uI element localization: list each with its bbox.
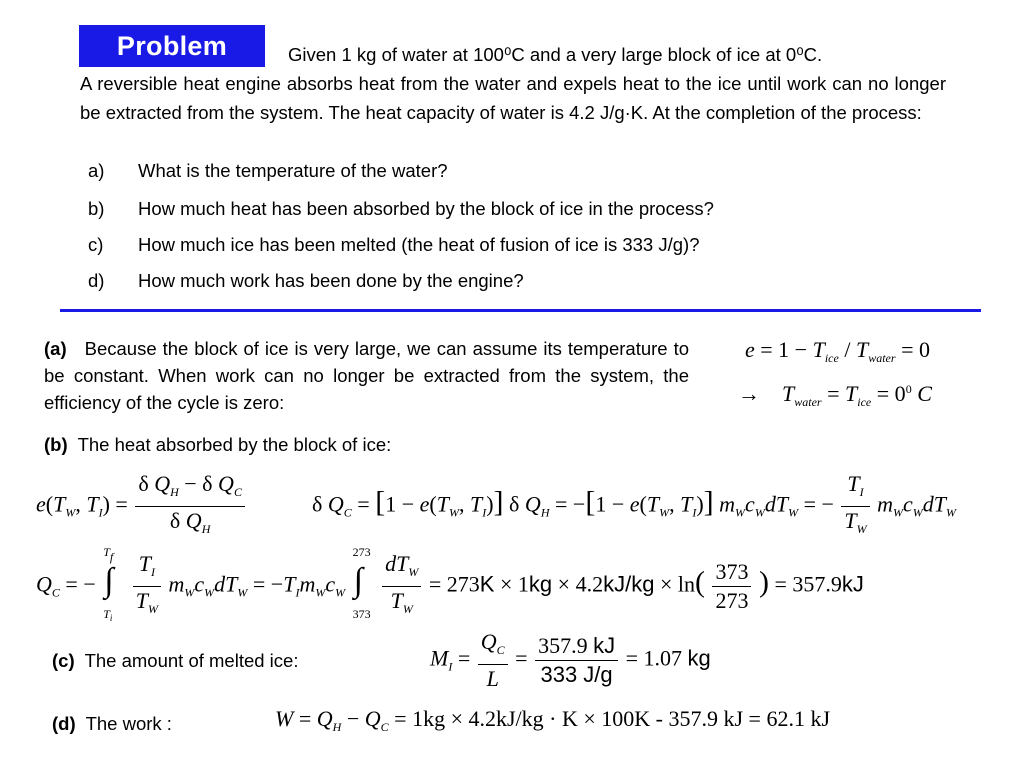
solution-c-text [52,650,298,672]
solution-b-label: (b) [44,434,68,455]
solution-d-label: (d) [52,713,76,734]
question-label: b) [88,198,105,219]
temperature-ratio-fraction: $\frac{T_I}{T_W}$ [841,470,869,543]
solution-c-label: (c) [52,650,75,671]
question-label: a) [88,160,105,181]
efficiency-definition-equation: $e(T_W$, $T_I$) = $\frac{\delta Q_H - \delta Q_C}{\delta Q_H}$ [36,470,247,543]
solution-d-body: The work : [85,713,172,734]
qc-over-l-fraction: $\frac{Q_C}{L}$ [478,628,508,693]
log-ratio-fraction: $\frac{373}{273}$ [712,558,751,615]
integrand-fraction: $\frac{T_I}{T_W}$ [133,550,161,623]
integral-symbol: $T_f$ ∫ $T_i$ [103,544,114,623]
water-temperature-equation: → $T_{water} = T_{ice} = 0^0$ C [738,381,932,409]
question-text: How much ice has been melted (the heat of fusion of ice is 333 J/g)? [138,234,700,255]
section-divider [60,309,981,312]
question-text: How much work has been done by the engine? [138,270,524,291]
dt-over-t-fraction: $\frac{dT_W}{T_W}$ [382,550,421,623]
solution-b-body: The heat absorbed by the block of ice: [77,434,392,455]
problem-badge: Problem [79,25,265,67]
solution-a-body: Because the block of ice is very large, we can assume its temperature to be constant. When work can no longer be extracted from the system, the efficiency of the cycle is zero: [44,338,690,413]
melted-ice-equation: $M_I$ = $\frac{Q_C}{L}$ = $\frac{357.9 kJ}{333 J/g}$ = 1.07 kg [430,629,711,691]
problem-lead: Given 1 kg of water at 100⁰C and a very large block of ice at 0⁰C. [288,44,823,65]
question-label: c) [88,234,104,255]
problem-statement [80,40,946,127]
problem-body: A reversible heat engine absorbs heat from the water and expels heat to the ice until work can no longer be extracted from the system. The heat capacity of water is 4.2 J/g·K. At the completion of the process: [80,73,946,123]
question-text: How much heat has been absorbed by the block of ice in the process? [138,198,714,219]
heat-rejected-equation: δ $Q_C = [1 - e(T_W$, $T_I$)] δ $Q_H = -[1 - e(T_W$, $T_I$)] $m_Wc_WdT_W$ = − $\frac{T_I}{T_W}$ $m_Wc_WdT_W$ [312,470,956,543]
solution-a-text [44,335,689,416]
work-equation: $W = Q_H - Q_C = 1kg \times 4.2kJ/kg \cdot K \times 100K - 357.9$ kJ = 62.1 kJ [275,706,831,734]
heat-integral-equation: $Q_C$ = − $T_f$ ∫ $T_i$ $\frac{T_I}{T_W}$ $m_Wc_WdT_W = -T_Im_Wc_W$ 273 ∫ 373 $\frac{dT_W}{T_W}$ = 273K × 1kg × 4.2kJ/kg × ln( $\frac{373}{273}$ ) = 357.9kJ [36,544,864,623]
solution-d-text [52,713,172,735]
question-label: d) [88,270,105,291]
work-expression: 1kg × 4.2kJ/kg · K × 100K - 357.9 kJ = 62.1 kJ [412,706,831,731]
efficiency-equation: $e = 1 - T_{ice} / T_{water} = 0$ [745,337,930,365]
numeric-fraction: $\frac{357.9 kJ}{333 J/g}$ [535,632,618,689]
solution-b-text [44,434,391,456]
integral-symbol: 273 ∫ 373 [352,544,371,621]
solution-c-body: The amount of melted ice: [84,650,299,671]
efficiency-fraction: $\frac{\delta Q_H - \delta Q_C}{\delta Q_H}$ [135,470,245,543]
question-text: What is the temperature of the water? [138,160,448,181]
solution-a-label: (a) [44,338,67,359]
